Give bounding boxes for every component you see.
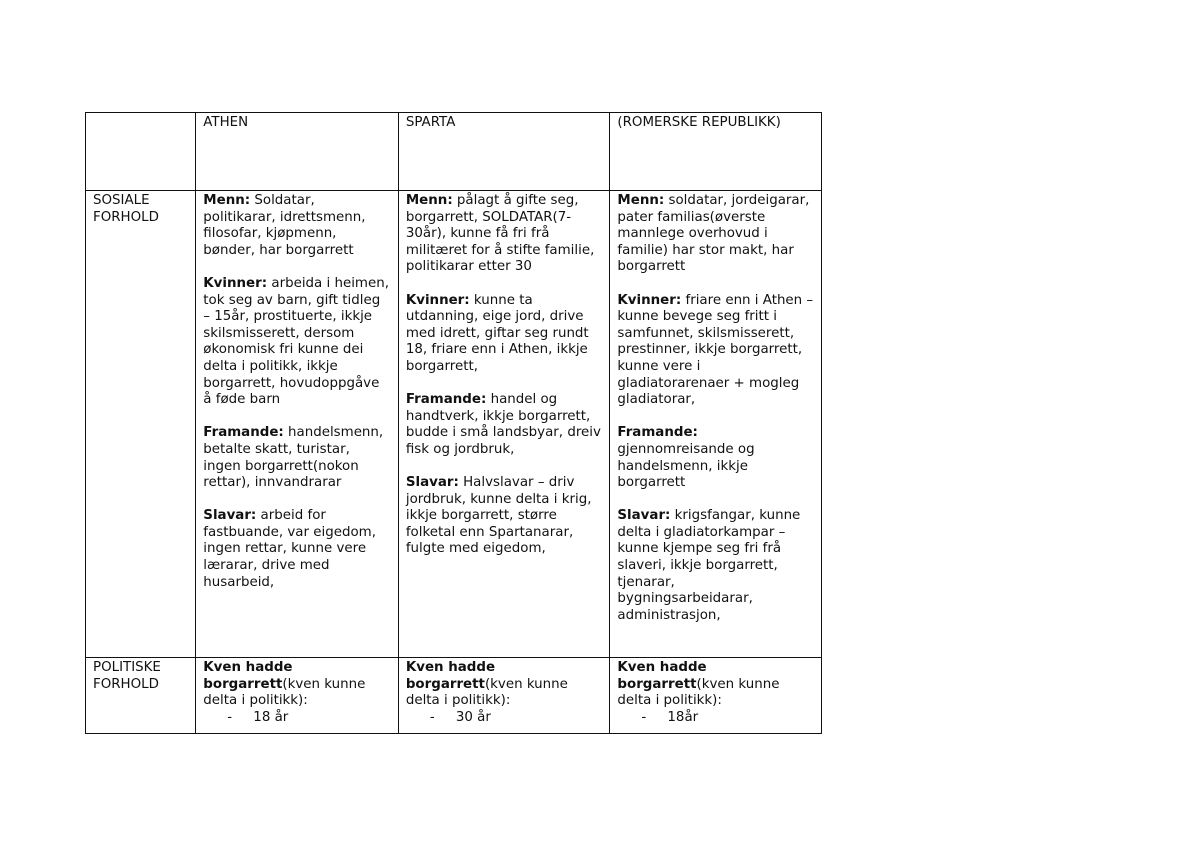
header-sparta: SPARTA: [398, 113, 610, 191]
header-athen: ATHEN: [196, 113, 399, 191]
rome-age-item: - 18år: [641, 709, 699, 725]
rome-menn: Menn: soldatar, jordeigarar, pater familias(øverste mannlege overhovud i familie) har stor makt, har borgarrett: [617, 193, 810, 275]
comparison-table: [85, 112, 822, 734]
athen-borgarrett-question: Kven hadde borgarrett(kven kunne delta i politikk):: [203, 660, 366, 709]
sosiale-sparta-cell: [398, 191, 610, 658]
sparta-slavar: Slavar: Halvslavar – driv jordbruk, kunne delta i krig, ikkje borgarrett, større folketal enn Spartanarar, fulgte med eigedom,: [405, 475, 592, 557]
sparta-framande: Framande: handel og handtverk, ikkje borgarrett, budde i små landsbyar, dreiv fisk og jordbruk,: [405, 392, 601, 457]
sparta-kvinner: Kvinner: kunne ta utdanning, eige jord, drive med idrett, giftar seg rundt 18, friare enn i Athen, ikkje borgarrett,: [405, 292, 589, 374]
rome-borgarrett-question: Kven hadde borgarrett(kven kunne delta i politikk):: [617, 660, 780, 709]
politiske-forhold-row: [86, 658, 822, 734]
header-rome: (ROMERSKE REPUBLIKK): [610, 113, 822, 191]
rome-kvinner: Kvinner: friare enn i Athen – kunne bevege seg fritt i samfunnet, skilsmisserett, prestinner, ikkje borgarrett, kunne vere i gladiatorarenaer + mogleg gladiatorar,: [617, 292, 814, 408]
politiske-rome-cell: [610, 658, 822, 734]
row-label-politiske: POLITISKE FORHOLD: [86, 658, 196, 734]
politiske-sparta-cell: [398, 658, 610, 734]
athen-framande: Framande: handelsmenn, betalte skatt, turistar, ingen borgarrett(nokon rettar), innvandrarar: [203, 425, 384, 491]
sosiale-forhold-row: [86, 191, 822, 658]
header-corner-cell: [86, 113, 196, 191]
athen-age-item: - 18 år: [227, 709, 289, 725]
row-label-sosiale: SOSIALE FORHOLD: [86, 191, 196, 658]
sosiale-rome-cell: [610, 191, 822, 658]
sosiale-athen-cell: [196, 191, 399, 658]
sparta-menn: Menn: pålagt å gifte seg, borgarrett, SOLDATAR(7-30år), kunne få fri frå militæret for å stifte familie, politikarar etter 30: [405, 193, 595, 275]
sparta-borgarrett-question: Kven hadde borgarrett(kven kunne delta i politikk):: [405, 660, 568, 709]
athen-slavar: Slavar: arbeid for fastbuande, var eigedom, ingen rettar, kunne vere lærarar, drive med husarbeid,: [203, 508, 376, 590]
politiske-athen-cell: [196, 658, 399, 734]
rome-slavar: Slavar: krigsfangar, kunne delta i gladiatorkampar – kunne kjempe seg fri frå slaveri, ikkje borgarrett, tjenarar, bygningsarbeidarar, administrasjon,: [617, 508, 801, 623]
header-row: [86, 113, 822, 191]
athen-menn: Menn: Soldatar, politikarar, idrettsmenn, filosofar, kjøpmenn, bønder, har borgarrett: [203, 193, 366, 258]
rome-framande: Framande: gjennomreisande og handelsmenn, ikkje borgarrett: [617, 425, 755, 491]
sparta-age-item: - 30 år: [429, 709, 491, 725]
athen-kvinner: Kvinner: arbeida i heimen, tok seg av barn, gift tidleg – 15år, prostituerte, ikkje skilsmisserett, dersom økonomisk fri kunne dei delta i politikk, ikkje borgarrett, hovudoppgåve å føde barn: [203, 275, 389, 408]
